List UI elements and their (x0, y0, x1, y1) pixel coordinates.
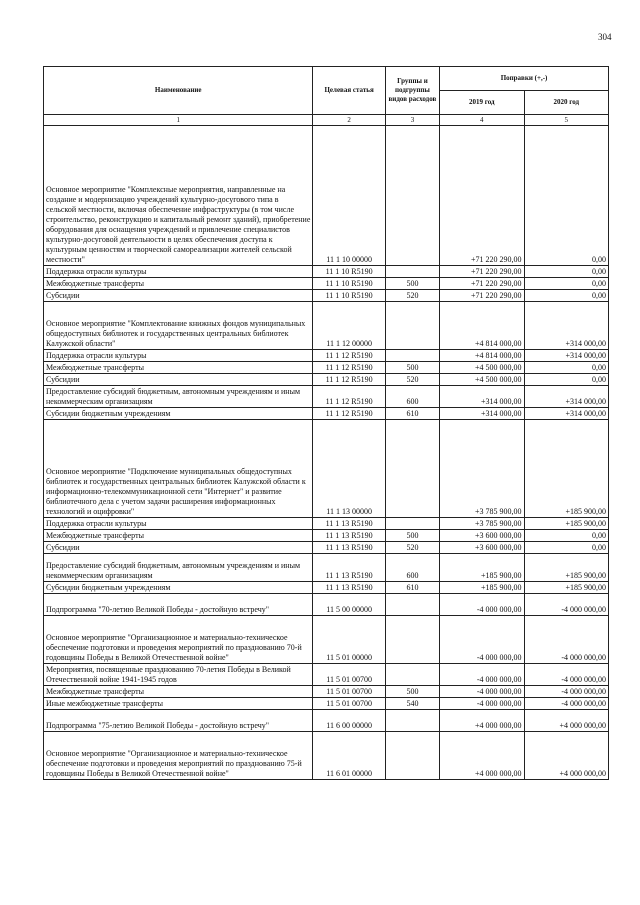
row-group-code: 500 (385, 686, 439, 698)
table-row (44, 582, 609, 594)
row-amount-2020: -4 000 000,00 (524, 594, 608, 616)
budget-amendments-table (43, 66, 609, 780)
page-number: 304 (598, 32, 612, 42)
row-name: Межбюджетные трансферты (44, 686, 313, 698)
row-amount-2020: -4 000 000,00 (524, 686, 608, 698)
row-group-code (385, 350, 439, 362)
row-target-code: 11 5 01 00700 (313, 698, 385, 710)
row-target-code: 11 1 12 R5190 (313, 408, 385, 420)
row-amount-2020: 0,00 (524, 362, 608, 374)
row-group-code (385, 420, 439, 518)
row-group-code: 520 (385, 374, 439, 386)
row-amount-2020: +314 000,00 (524, 386, 608, 408)
row-amount-2019: +185 900,00 (440, 554, 524, 582)
header-target: Целевая статья (313, 67, 385, 115)
row-name: Основное мероприятие "Организационное и материально-техническое обеспечение подготовки и проведения мероприятий по празднованию 70-й годовщины Победы в Великой Отечественной войне" (44, 616, 313, 664)
row-target-code: 11 1 13 R5190 (313, 530, 385, 542)
col-number-3: 3 (385, 115, 439, 126)
table-row (44, 374, 609, 386)
row-name: Основное мероприятие "Подключение муниципальных общедоступных библиотек и государственных центральных библиотек Калужской области к информационно-телекоммуникационной сети "Интернет" и развитие библиотечного дела с учетом задачи расширения информационных технологий и оцифровки" (44, 420, 313, 518)
row-target-code: 11 6 00 00000 (313, 710, 385, 732)
table-row (44, 554, 609, 582)
row-amount-2020: +314 000,00 (524, 408, 608, 420)
table-row (44, 530, 609, 542)
table-row (44, 594, 609, 616)
row-name: Субсидии бюджетным учреждениям (44, 408, 313, 420)
row-amount-2020: 0,00 (524, 530, 608, 542)
row-name: Подпрограмма "70-летию Великой Победы - достойную встречу" (44, 594, 313, 616)
row-target-code: 11 1 13 R5190 (313, 542, 385, 554)
row-amount-2019: +314 000,00 (440, 408, 524, 420)
row-amount-2019: +3 600 000,00 (440, 542, 524, 554)
row-amount-2019: +314 000,00 (440, 386, 524, 408)
row-amount-2020: +4 000 000,00 (524, 732, 608, 780)
row-name: Субсидии бюджетным учреждениям (44, 582, 313, 594)
col-number-4: 4 (440, 115, 524, 126)
row-target-code: 11 1 12 R5190 (313, 350, 385, 362)
row-group-code (385, 732, 439, 780)
col-number-2: 2 (313, 115, 385, 126)
row-name: Поддержка отрасли культуры (44, 350, 313, 362)
table-row (44, 732, 609, 780)
row-amount-2020: +185 900,00 (524, 554, 608, 582)
table-row (44, 278, 609, 290)
row-name: Межбюджетные трансферты (44, 278, 313, 290)
col-number-1: 1 (44, 115, 313, 126)
row-name: Субсидии (44, 542, 313, 554)
row-name: Поддержка отрасли культуры (44, 266, 313, 278)
row-group-code (385, 126, 439, 266)
row-group-code (385, 710, 439, 732)
row-name: Поддержка отрасли культуры (44, 518, 313, 530)
table-row (44, 698, 609, 710)
row-group-code (385, 518, 439, 530)
row-name: Межбюджетные трансферты (44, 362, 313, 374)
row-amount-2019: +71 220 290,00 (440, 278, 524, 290)
header-2020: 2020 год (524, 91, 608, 115)
row-target-code: 11 1 10 R5190 (313, 266, 385, 278)
row-target-code: 11 1 12 R5190 (313, 386, 385, 408)
row-group-code: 610 (385, 408, 439, 420)
row-amount-2020: +314 000,00 (524, 302, 608, 350)
row-target-code: 11 5 01 00700 (313, 686, 385, 698)
row-name: Иные межбюджетные трансферты (44, 698, 313, 710)
table-row (44, 290, 609, 302)
row-amount-2020: 0,00 (524, 278, 608, 290)
row-group-code (385, 302, 439, 350)
row-group-code (385, 266, 439, 278)
row-amount-2019: +71 220 290,00 (440, 290, 524, 302)
table-row (44, 420, 609, 518)
row-name: Субсидии (44, 290, 313, 302)
table-row (44, 266, 609, 278)
row-amount-2020: 0,00 (524, 266, 608, 278)
row-amount-2020: -4 000 000,00 (524, 616, 608, 664)
row-amount-2019: -4 000 000,00 (440, 686, 524, 698)
row-amount-2020: +185 900,00 (524, 518, 608, 530)
header-name: Наименование (44, 67, 313, 115)
row-amount-2020: +4 000 000,00 (524, 710, 608, 732)
row-amount-2019: +4 000 000,00 (440, 710, 524, 732)
table-row (44, 616, 609, 664)
table-row (44, 362, 609, 374)
row-group-code: 500 (385, 530, 439, 542)
row-name: Мероприятия, посвященные празднованию 70-летия Победы в Великой Отечественной войне 1941-1945 годов (44, 664, 313, 686)
table-row (44, 408, 609, 420)
row-amount-2020: 0,00 (524, 290, 608, 302)
row-amount-2019: +4 000 000,00 (440, 732, 524, 780)
row-amount-2019: -4 000 000,00 (440, 698, 524, 710)
row-amount-2019: +4 814 000,00 (440, 302, 524, 350)
row-name: Основное мероприятие "Комплексные мероприятия, направленные на создание и модернизацию учреждений культурно-досугового типа в сельской местности, включая обеспечение инфраструктуры (в том числе строительство, реконструкцию и капитальный ремонт зданий), приобретение оборудования для оснащения учреждений и привлечение специалистов культурно-досуговой деятельности в целях обеспечения доступа к культурным ценностям и творческой самореализации жителей сельской местности" (44, 126, 313, 266)
row-amount-2020: +185 900,00 (524, 420, 608, 518)
row-name: Предоставление субсидий бюджетным, автономным учреждениям и иным некоммерческим организациям (44, 554, 313, 582)
row-target-code: 11 1 10 00000 (313, 126, 385, 266)
row-amount-2019: -4 000 000,00 (440, 616, 524, 664)
row-target-code: 11 1 13 R5190 (313, 518, 385, 530)
row-name: Субсидии (44, 374, 313, 386)
row-target-code: 11 1 12 R5190 (313, 362, 385, 374)
header-2019: 2019 год (440, 91, 524, 115)
row-group-code (385, 664, 439, 686)
row-target-code: 11 6 01 00000 (313, 732, 385, 780)
row-amount-2020: 0,00 (524, 374, 608, 386)
row-amount-2019: -4 000 000,00 (440, 664, 524, 686)
table-row (44, 686, 609, 698)
row-name: Подпрограмма "75-летию Великой Победы - достойную встречу" (44, 710, 313, 732)
table-row (44, 126, 609, 266)
header-groups: Группы и подгруппы видов расходов (385, 67, 439, 115)
table-row (44, 664, 609, 686)
col-number-5: 5 (524, 115, 608, 126)
table-row (44, 302, 609, 350)
row-target-code: 11 1 10 R5190 (313, 290, 385, 302)
row-target-code: 11 5 01 00000 (313, 616, 385, 664)
row-group-code (385, 616, 439, 664)
row-group-code: 500 (385, 362, 439, 374)
row-group-code: 520 (385, 290, 439, 302)
row-target-code: 11 1 12 00000 (313, 302, 385, 350)
row-amount-2020: -4 000 000,00 (524, 664, 608, 686)
row-target-code: 11 1 13 R5190 (313, 554, 385, 582)
header-amendments: Поправки (+,-) (440, 67, 609, 91)
row-name: Основное мероприятие "Организационное и материально-техническое обеспечение подготовки и проведения мероприятий по празднованию 75-й годовщины Победы в Великой Отечественной войне" (44, 732, 313, 780)
table-row (44, 542, 609, 554)
row-amount-2019: +185 900,00 (440, 582, 524, 594)
row-amount-2019: +4 814 000,00 (440, 350, 524, 362)
row-target-code: 11 1 12 R5190 (313, 374, 385, 386)
row-group-code (385, 594, 439, 616)
row-amount-2019: -4 000 000,00 (440, 594, 524, 616)
row-amount-2019: +4 500 000,00 (440, 374, 524, 386)
row-group-code: 610 (385, 582, 439, 594)
row-name: Межбюджетные трансферты (44, 530, 313, 542)
row-amount-2020: +314 000,00 (524, 350, 608, 362)
row-name: Предоставление субсидий бюджетным, автономным учреждениям и иным некоммерческим организациям (44, 386, 313, 408)
table-row (44, 386, 609, 408)
row-amount-2019: +3 600 000,00 (440, 530, 524, 542)
row-target-code: 11 5 01 00700 (313, 664, 385, 686)
table-row (44, 710, 609, 732)
row-amount-2020: 0,00 (524, 126, 608, 266)
row-target-code: 11 1 10 R5190 (313, 278, 385, 290)
table-row (44, 350, 609, 362)
row-group-code: 600 (385, 386, 439, 408)
row-amount-2019: +3 785 900,00 (440, 420, 524, 518)
row-amount-2019: +4 500 000,00 (440, 362, 524, 374)
row-group-code: 540 (385, 698, 439, 710)
row-target-code: 11 1 13 00000 (313, 420, 385, 518)
row-amount-2020: 0,00 (524, 542, 608, 554)
row-amount-2020: +185 900,00 (524, 582, 608, 594)
row-amount-2019: +71 220 290,00 (440, 126, 524, 266)
row-group-code: 520 (385, 542, 439, 554)
table-row (44, 518, 609, 530)
row-amount-2020: -4 000 000,00 (524, 698, 608, 710)
row-group-code: 600 (385, 554, 439, 582)
row-amount-2019: +3 785 900,00 (440, 518, 524, 530)
row-group-code: 500 (385, 278, 439, 290)
row-amount-2019: +71 220 290,00 (440, 266, 524, 278)
row-name: Основное мероприятие "Комплектование книжных фондов муниципальных общедоступных библиотек и государственных центральных библиотек Калужской области" (44, 302, 313, 350)
row-target-code: 11 5 00 00000 (313, 594, 385, 616)
row-target-code: 11 1 13 R5190 (313, 582, 385, 594)
